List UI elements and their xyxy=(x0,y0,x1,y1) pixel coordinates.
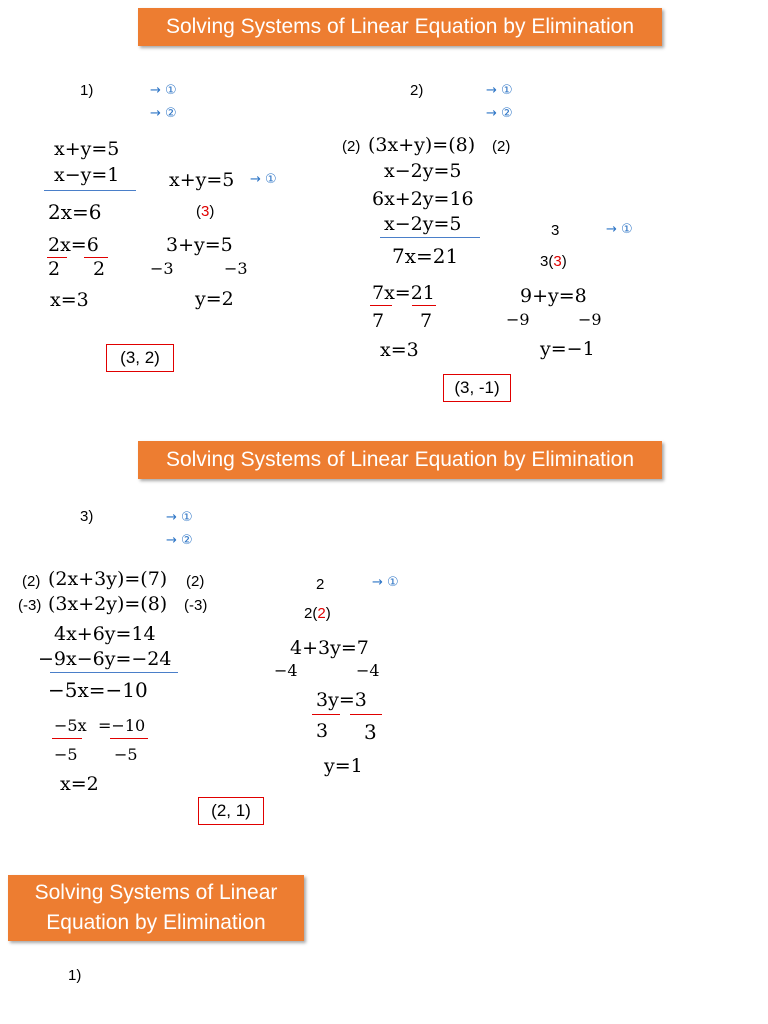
problem-3-div-denominator-right: −5 xyxy=(114,745,138,764)
paren-close: ) xyxy=(561,253,567,270)
problem-2-multiplied-eq: (3x+y)=(8) xyxy=(368,134,476,156)
problem-3-div-bar-right xyxy=(110,738,148,739)
problem-1-sum: 2x=6 xyxy=(48,200,102,224)
problem-3-eq2-tag: → ② xyxy=(166,533,193,548)
section-1-title-banner: Solving Systems of Linear Equation by Elimination xyxy=(138,8,662,46)
problem-2-substituted-equation: 9+y=8 xyxy=(520,285,587,307)
problem-3-subtract-right: −4 xyxy=(356,661,380,680)
problem-1-subtract-left: −3 xyxy=(150,259,174,278)
problem-1-y-result: y=2 xyxy=(195,288,234,310)
problem-3-div2-bar-right xyxy=(350,714,382,715)
problem-3-substitution-coef: 2 xyxy=(316,576,325,593)
problem-2-eq1-tag: → ① xyxy=(486,83,513,98)
problem-1-substitution-equation: x+y=5 xyxy=(169,169,235,191)
problem-1-substitution-tag: → ① xyxy=(250,172,277,187)
plug-value: 3 xyxy=(553,253,562,270)
problem-3-subtract-left: −4 xyxy=(274,661,298,680)
problem-3-div-denominator-left: −5 xyxy=(54,745,78,764)
problem-3-multiplier-1-left: (2) xyxy=(22,573,41,590)
problem-1-plug-in xyxy=(196,203,214,220)
problem-2-plug-in xyxy=(540,253,567,270)
problem-3-plug-in xyxy=(304,605,331,622)
problem-3-multiplier-1-right: (2) xyxy=(186,573,205,590)
problem-2-expanded-eq: 6x+2y=16 xyxy=(372,188,474,210)
problem-1-subtract-right: −3 xyxy=(224,259,248,278)
problem-2-answer-box: (3, -1) xyxy=(443,374,511,402)
problem-4-number: 1) xyxy=(68,967,82,984)
problem-1-div-numerator: 2x=6 xyxy=(48,234,99,256)
problem-1-number: 1) xyxy=(80,82,94,99)
problem-2-x-result: x=3 xyxy=(380,339,419,361)
problem-1-eq1: x+y=5 xyxy=(54,138,120,160)
problem-3-div-numerator-left: −5x xyxy=(54,716,87,735)
problem-3-div-numerator-right: =−10 xyxy=(98,716,146,735)
problem-3-sum-rule xyxy=(50,672,178,673)
problem-2-div-bar-left xyxy=(370,305,392,306)
problem-1-substituted-equation: 3+y=5 xyxy=(166,234,233,256)
plug-value: 3 xyxy=(201,203,210,220)
paren-open: 2( xyxy=(304,605,318,622)
problem-1-x-result: x=3 xyxy=(50,289,89,311)
paren-close: ) xyxy=(325,605,331,622)
problem-2-div-bar-right xyxy=(412,305,436,306)
problem-3-multiplied-eq-2: (3x+2y)=(8) xyxy=(48,593,168,615)
problem-1-answer-box: (3, 2) xyxy=(106,344,174,372)
problem-3-substitution-tag: → ① xyxy=(372,575,399,590)
problem-1-div-denominator-right: 2 xyxy=(93,258,106,280)
problem-3-eq1-tag: → ① xyxy=(166,510,193,525)
problem-3-answer-box: (2, 1) xyxy=(198,797,264,825)
problem-3-number: 3) xyxy=(80,508,94,525)
section-3-title-banner: Solving Systems of Linear Equation by Elimination xyxy=(8,875,304,941)
problem-1-div-denominator-left: 2 xyxy=(48,258,61,280)
problem-3-div-bar-left xyxy=(52,738,82,739)
problem-3-expanded-eq-1: 4x+6y=14 xyxy=(54,623,156,645)
problem-3-x-result: x=2 xyxy=(60,773,99,795)
problem-2-multiplier-left: (2) xyxy=(342,138,361,155)
problem-2-subtract-left: −9 xyxy=(506,310,530,329)
problem-2-number: 2) xyxy=(410,82,424,99)
problem-2-substitution-coef: 3 xyxy=(551,222,560,239)
problem-1-sum-rule xyxy=(44,190,136,191)
problem-1-eq1-tag: → ① xyxy=(150,83,177,98)
problem-2-eq2: x−2y=5 xyxy=(384,160,462,182)
problem-2-sum: 7x=21 xyxy=(392,244,459,268)
problem-3-multiplied-eq-1: (2x+3y)=(7) xyxy=(48,568,168,590)
problem-1-eq2-tag: → ② xyxy=(150,106,177,121)
problem-3-div2-bar-left xyxy=(312,714,340,715)
problem-3-y-result: y=1 xyxy=(324,755,363,777)
problem-2-substitution-tag: → ① xyxy=(606,222,633,237)
plug-value: 2 xyxy=(317,605,326,622)
problem-3-expanded-eq-2: −9x−6y=−24 xyxy=(38,648,172,670)
problem-3-multiplier-2-left: (-3) xyxy=(18,597,42,614)
problem-1-eq2: x−y=1 xyxy=(54,164,120,186)
problem-2-div-denominator-left: 7 xyxy=(372,310,385,332)
problem-3-sum: −5x=−10 xyxy=(48,678,148,702)
problem-3-substituted-equation: 4+3y=7 xyxy=(290,637,369,659)
problem-2-div-denominator-right: 7 xyxy=(420,310,433,332)
paren-close: ) xyxy=(209,203,215,220)
problem-3-multiplier-2-right: (-3) xyxy=(184,597,208,614)
problem-2-sum-rule xyxy=(380,237,480,238)
problem-2-eq2-tag: → ② xyxy=(486,106,513,121)
problem-3-div-numerator: 3y=3 xyxy=(316,689,367,711)
problem-3-div2-denominator-right: 3 xyxy=(364,720,377,744)
problem-2-div-numerator: 7x=21 xyxy=(372,282,435,304)
problem-2-subtract-right: −9 xyxy=(578,310,602,329)
paren-open: 3( xyxy=(540,253,554,270)
problem-2-eq2-repeat: x−2y=5 xyxy=(384,213,462,235)
paren-open: ( xyxy=(196,203,201,220)
problem-2-y-result: y=−1 xyxy=(540,338,595,360)
problem-3-div2-denominator-left: 3 xyxy=(316,720,329,742)
section-2-title-banner: Solving Systems of Linear Equation by Elimination xyxy=(138,441,662,479)
problem-2-multiplier-right: (2) xyxy=(492,138,511,155)
